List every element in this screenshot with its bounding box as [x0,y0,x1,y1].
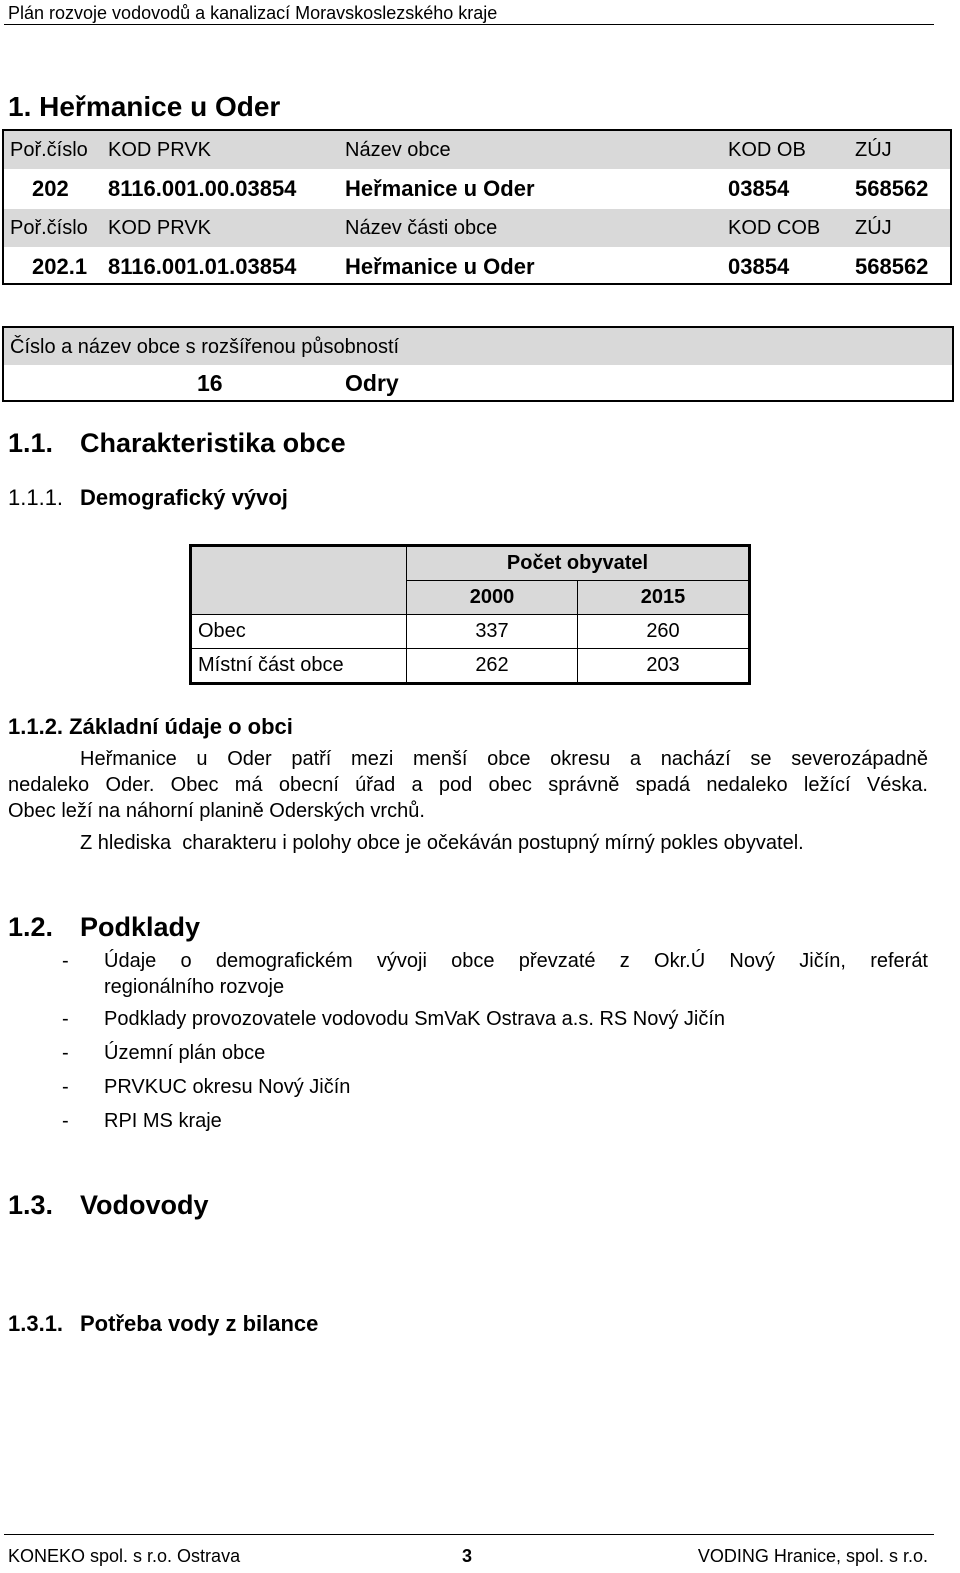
label-nazev-casti-obce: Název části obce [345,217,498,239]
list-dash: - [62,1042,69,1064]
value-kod-cob: 03854 [728,254,790,279]
paragraph-2: Z hlediska charakteru i polohy obce je očekáván postupný mírný pokles obyvatel. [80,832,804,854]
year-2015: 2015 [578,581,750,615]
row-label-obec: Obec [191,615,407,649]
list-item-text: Podklady provozovatele vodovodu SmVaK Ostrava a.s. RS Nový Jičín [104,1008,726,1030]
orp-label-row [4,328,952,365]
section-1-3-1-number: 1.3.1. [8,1311,64,1336]
label-por-cislo-2: Poř.číslo [10,217,88,239]
table-row [191,649,750,684]
id-value-row-1 [4,169,950,207]
list-dash: - [62,1008,69,1030]
id-label-row-1 [4,131,950,169]
list-dash: - [62,1076,69,1098]
main-heading: 1. Heřmanice u Oder [8,91,281,122]
value-kod-ob: 03854 [728,176,790,201]
label-kod-cob: KOD COB [728,217,821,239]
list-item-text: Údaje o demografickém vývoji obce převzaté z Okr.Ú Nový Jičín, referát [104,950,928,972]
orp-number: 16 [197,370,223,396]
footer-right: VODING Hranice, spol. s r.o. [697,1546,928,1566]
population-header: Počet obyvatel [407,546,750,581]
section-1-3-title: Vodovody [80,1190,209,1220]
label-kod-ob: KOD OB [728,139,806,161]
list-item-text: PRVKUC okresu Nový Jičín [104,1076,351,1098]
label-por-cislo: Poř.číslo [10,139,88,161]
section-1-2-title: Podklady [80,912,201,942]
mistni-cast-2000: 262 [407,649,578,684]
label-kod-prvk: KOD PRVK [108,139,211,161]
obec-2000: 337 [407,615,578,649]
population-table [189,544,751,685]
footer-divider [4,1534,934,1535]
section-1-1-number: 1.1. [8,428,54,458]
value-zuj-2: 568562 [855,254,929,279]
paragraph-1-line-1: Heřmanice u Oder patří mezi menší obce okresu a nachází se severozápadně [80,748,928,770]
mistni-cast-2015: 203 [578,649,750,684]
empty-corner-cell [191,546,407,615]
value-nazev-obce: Heřmanice u Oder [345,176,535,201]
id-value-row-2 [4,247,950,285]
section-1-1-1-number: 1.1.1. [8,485,64,510]
section-1-3-1-title: Potřeba vody z bilance [80,1311,319,1336]
header-divider [4,24,934,25]
value-por-cislo-2: 202.1 [32,254,88,279]
label-nazev-obce: Název obce [345,139,451,161]
value-zuj: 568562 [855,176,929,201]
label-kod-prvk-2: KOD PRVK [108,217,211,239]
list-item-text: RPI MS kraje [104,1110,222,1132]
list-dash: - [62,950,69,972]
row-label-mistni-cast: Místní část obce [191,649,407,684]
orp-label: Číslo a název obce s rozšířenou působností [10,336,400,358]
orp-name: Odry [345,370,399,396]
value-por-cislo: 202 [32,176,69,201]
paragraph-1-line-2: nedaleko Oder. Obec má obecní úřad a pod obec správně spadá nedaleko ležící Véska. [8,774,928,796]
identification-table [2,129,952,285]
paragraph-1-line-3: Obec leží na náhorní planině Oderských vrchů. [8,800,425,822]
id-label-row-2 [4,209,950,247]
table-row [191,615,750,649]
section-1-2-number: 1.2. [8,912,54,942]
page-header-title: Plán rozvoje vodovodů a kanalizací Moravskoslezského kraje [8,3,498,23]
value-nazev-casti-obce: Heřmanice u Oder [345,254,535,279]
obec-2015: 260 [578,615,750,649]
footer-left: KONEKO spol. s r.o. Ostrava [8,1546,241,1566]
list-item-text: Územní plán obce [104,1042,266,1064]
list-dash: - [62,1110,69,1132]
page-number: 3 [462,1546,473,1566]
value-kod-prvk-2: 8116.001.01.03854 [108,254,297,279]
label-zuj: ZÚJ [855,139,892,161]
section-1-1-title: Charakteristika obce [80,428,346,458]
orp-box [2,326,954,402]
list-item-text: regionálního rozvoje [104,976,285,998]
section-1-3-number: 1.3. [8,1190,54,1220]
section-1-1-1-title: Demografický vývoj [80,485,288,510]
value-kod-prvk: 8116.001.00.03854 [108,176,297,201]
label-zuj-2: ZÚJ [855,217,892,239]
year-2000: 2000 [407,581,578,615]
sources-list [62,950,928,1140]
section-1-1-2-title: 1.1.2. Základní údaje o obci [8,714,293,739]
